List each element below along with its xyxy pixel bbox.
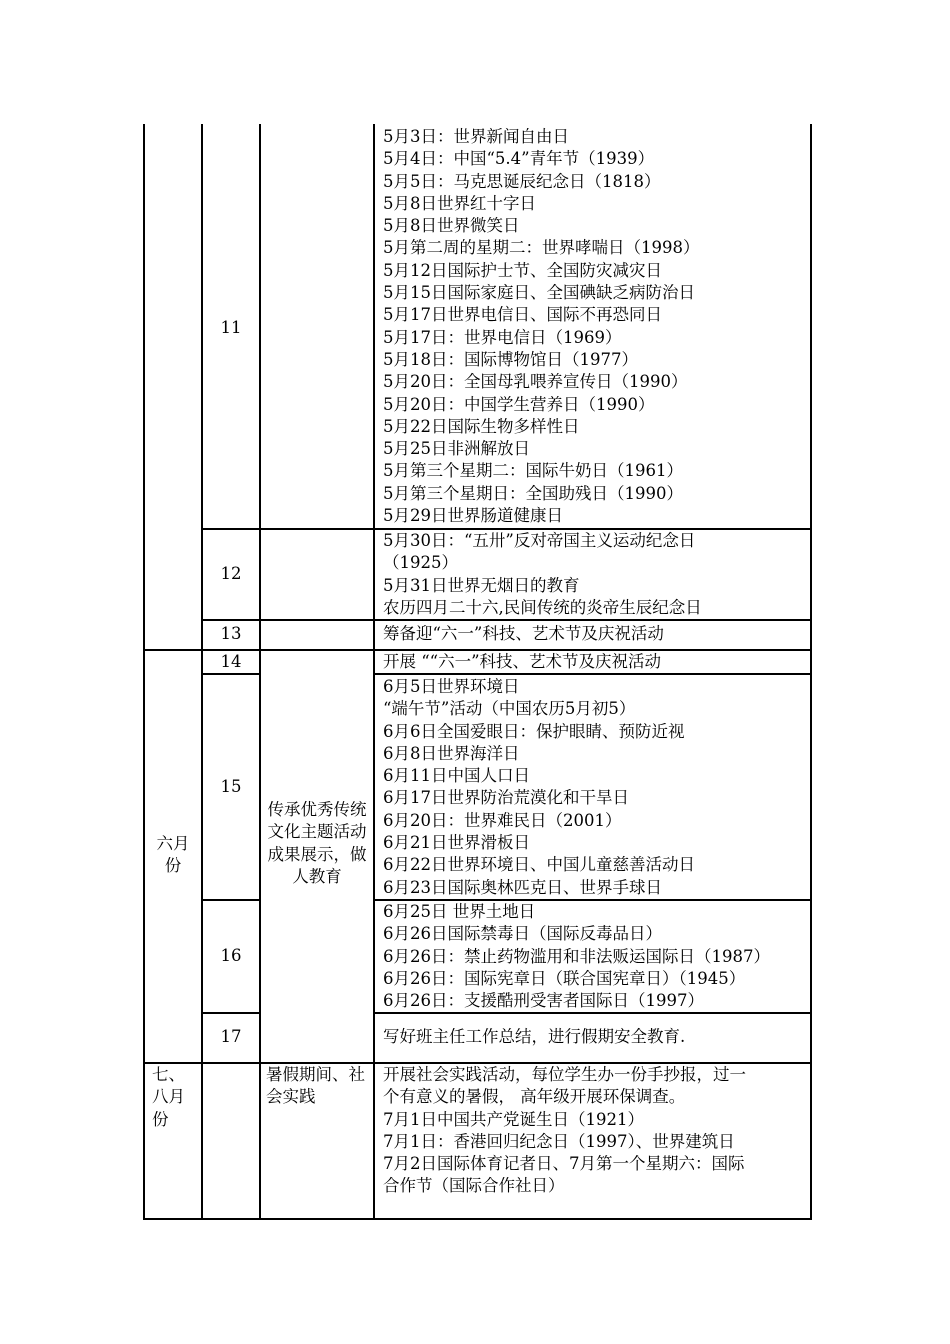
content-list-week-12 (383, 530, 702, 619)
content-line: 农历四月二十六,民间传统的炎帝生辰纪念日 (383, 597, 702, 617)
table-divider-theme (259, 124, 261, 1220)
table-divider-content (373, 124, 375, 1220)
row-divider (201, 673, 259, 675)
row-divider (201, 619, 811, 621)
row-divider (201, 899, 259, 901)
content-line: 6月17日世界防治荒漠化和干旱日 (383, 788, 629, 808)
content-line: 7月2日国际体育记者日、7月第一个星期六：国际 (383, 1154, 745, 1174)
content-line: 5月3日：世界新闻自由日 (383, 127, 569, 146)
week-number: 11 (220, 317, 242, 337)
content-line: 开展 ““六一”科技、艺术节及庆祝活动 (383, 652, 662, 671)
content-line: 5月8日世界红十字日 (383, 193, 536, 213)
content-line: 5月30日：“五卅”反对帝国主义运动纪念日 (383, 531, 696, 550)
content-line: 6月6日全国爱眼日：保护眼睛、预防近视 (383, 721, 685, 741)
content-line: 5月20日：中国学生营养日（1990） (383, 394, 655, 414)
content-line: 5月15日国际家庭日、全国碘缺乏病防治日 (383, 283, 695, 303)
content-line: 5月12日国际护士节、全国防灾减灾日 (383, 260, 662, 280)
content-line: 7月1日：香港回归纪念日（1997）、世界建筑日 (383, 1131, 735, 1151)
month-cell-july-august (150, 1064, 194, 1134)
week-number: 13 (220, 623, 242, 643)
content-line: 6月21日世界滑板日 (383, 833, 530, 853)
content-line: 5月第三个星期二：国际牛奶日（1961） (383, 461, 683, 481)
content-line: 5月31日世界无烟日的教育 (383, 575, 580, 595)
content-line: 5月29日世界肠道健康日 (383, 506, 563, 526)
content-line: 个有意义的暑假， 高年级开展环保调查。 (383, 1087, 686, 1107)
content-line: 6月26日：禁止药物滥用和非法贩运国际日（1987） (383, 946, 770, 966)
content-line: 5月5日：马克思诞辰纪念日（1818） (383, 171, 661, 191)
content-line: 5月第三个星期日：全国助残日（1990） (383, 483, 683, 503)
month-label: 七、八月份 (152, 1065, 185, 1129)
content-line: 5月20日：全国母乳喂养宣传日（1990） (383, 372, 688, 392)
content-list-week-14 (383, 651, 661, 673)
week-number: 16 (220, 945, 242, 965)
content-line: 开展社会实践活动，每位学生办一份手抄报，过一 (383, 1065, 746, 1084)
content-line: 5月22日国际生物多样性日 (383, 416, 580, 436)
content-line: “端午节”活动（中国农历5月初5） (383, 699, 636, 719)
content-line: 写好班主任工作总结，进行假期安全教育. (383, 1027, 686, 1046)
content-list-week-13 (383, 623, 664, 645)
content-line: 5月18日：国际博物馆日（1977） (383, 349, 638, 369)
content-line: 6月22日世界环境日、中国儿童慈善活动日 (383, 855, 695, 875)
week-number: 15 (220, 776, 242, 796)
content-line: （1925） (383, 553, 458, 573)
content-line: 5月25日非洲解放日 (383, 439, 530, 459)
month-cell-june (155, 830, 191, 880)
content-list-summer (383, 1064, 746, 1198)
table-border-bottom (143, 1218, 811, 1220)
content-list-week-15 (383, 676, 695, 899)
content-line: 6月20日：世界难民日（2001） (383, 810, 622, 830)
content-line: 6月25日 世界土地日 (383, 902, 536, 921)
content-line: 筹备迎“六一”科技、艺术节及庆祝活动 (383, 624, 664, 643)
content-line: 6月8日世界海洋日 (383, 743, 520, 763)
content-list-week-17 (383, 1026, 685, 1048)
week-number: 17 (220, 1026, 242, 1046)
theme-july-august: 暑假期间、社会实践 (266, 1065, 365, 1107)
content-line: 5月17日世界电信日、国际不再恐同日 (383, 305, 662, 325)
content-list-week-16 (383, 901, 770, 1012)
content-line: 6月26日：国际宪章日（联合国宪章日）（1945） (383, 968, 746, 988)
content-line: 6月26日国际禁毒日（国际反毒品日） (383, 924, 662, 944)
content-line: 6月23日国际奥林匹克日、世界手球日 (383, 877, 662, 897)
content-line: 5月4日：中国“5.4”青年节（1939） (383, 149, 655, 169)
content-line: 6月11日中国人口日 (383, 766, 530, 786)
week-number: 14 (220, 651, 242, 671)
content-line: 7月1日中国共产党诞生日（1921） (383, 1109, 644, 1129)
theme-june: 传承优秀传统文化主题活动成果展示，做人教育 (267, 800, 367, 886)
month-label: 六月份 (156, 833, 190, 875)
content-line: 5月第二周的星期二：世界哮喘日（1998） (383, 238, 700, 258)
row-divider (201, 1012, 259, 1014)
content-line: 合作节（国际合作社日） (383, 1176, 565, 1196)
content-line: 5月8日世界微笑日 (383, 216, 520, 236)
week-number: 12 (220, 563, 242, 583)
table-border-right (810, 124, 812, 1220)
content-list-week-11 (383, 126, 700, 527)
table-border-left (143, 124, 145, 1220)
content-line: 5月17日：世界电信日（1969） (383, 327, 622, 347)
content-line: 6月26日：支援酷刑受害者国际日（1997） (383, 991, 704, 1011)
content-line: 6月5日世界环境日 (383, 677, 520, 696)
